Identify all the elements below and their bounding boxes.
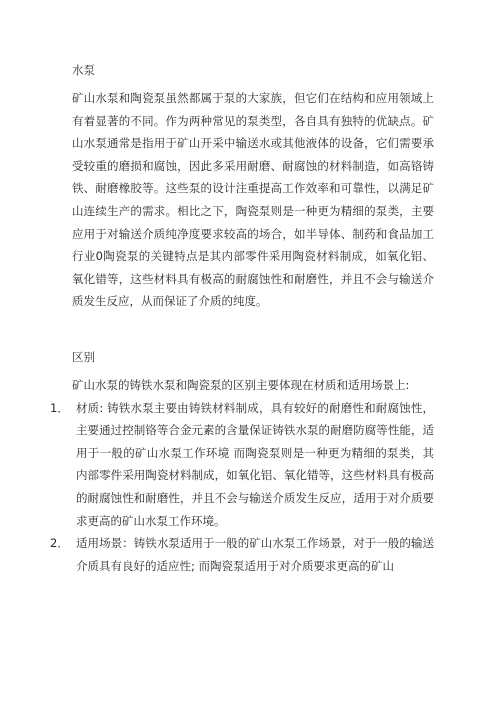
list-item xyxy=(50,532,434,577)
list-item-text: 材质: 铸铁水泵主要由铸铁材料制成，具有较好的耐磨性和耐腐蚀性，主要通过控制铬等合金元素的含量保证铸铁水泵的耐磨防腐等性能，适用于一般的矿山水泵工作环境 而陶瓷泵则是一种更为精细的泵类，其内部零件采用陶瓷材料制成，如氧化铝、氧化错等，这些材料具有极高的耐腐蚀性和耐磨性，并且不会与输送介质发生反应，适用于对介质要求更高的矿山水泵工作环境。 xyxy=(76,400,434,528)
list-item-number: 1． xyxy=(50,400,69,415)
section-intro-difference: 矿山水泵的铸铁水泵和陶瓷泵的区别主要体现在材质和适用场景上: xyxy=(72,377,410,392)
list-item xyxy=(50,397,434,533)
difference-list xyxy=(50,397,434,578)
section-heading-pump: 水泵 xyxy=(72,63,95,77)
list-item-text: 适用场景：铸铁水泵适用于一般的矿山水泵工作场景，对于一般的输送介质具有良好的适应性; 而陶瓷泵适用于对介质要求更高的矿山 xyxy=(76,536,434,573)
section-gap xyxy=(66,313,434,349)
list-item-number: 2． xyxy=(50,536,69,551)
section-paragraph-pump: 矿山水泵和陶瓷泵虽然都属于泵的大家族，但它们在结构和应用领域上有着显著的不同。作为两种常见的泵类型，各自具有独特的优缺点。矿山水泵通常是指用于矿山开采中输送水或其他液体的设备，它们需要承受较重的磨损和腐蚀，因此多采用耐磨、耐腐蚀的材料制造，如高铬铸铁、耐磨橡胶等。这些泵的设计注重提高工作效率和可靠性，以满足矿山连续生产的需求。相比之下，陶瓷泵则是一种更为精细的泵类，主要应用于对输送介质纯净度要求较高的场合，如半导体、制药和食品加工行业0陶瓷泵的关键特点是其内部零件采用陶瓷材料制成，如氧化铝、氧化错等，这些材料具有极高的耐腐蚀性和耐磨性，并且不会与输送介质发生反应，从而保证了介质的纯度。 xyxy=(72,91,434,309)
section-heading-difference: 区别 xyxy=(72,349,95,364)
